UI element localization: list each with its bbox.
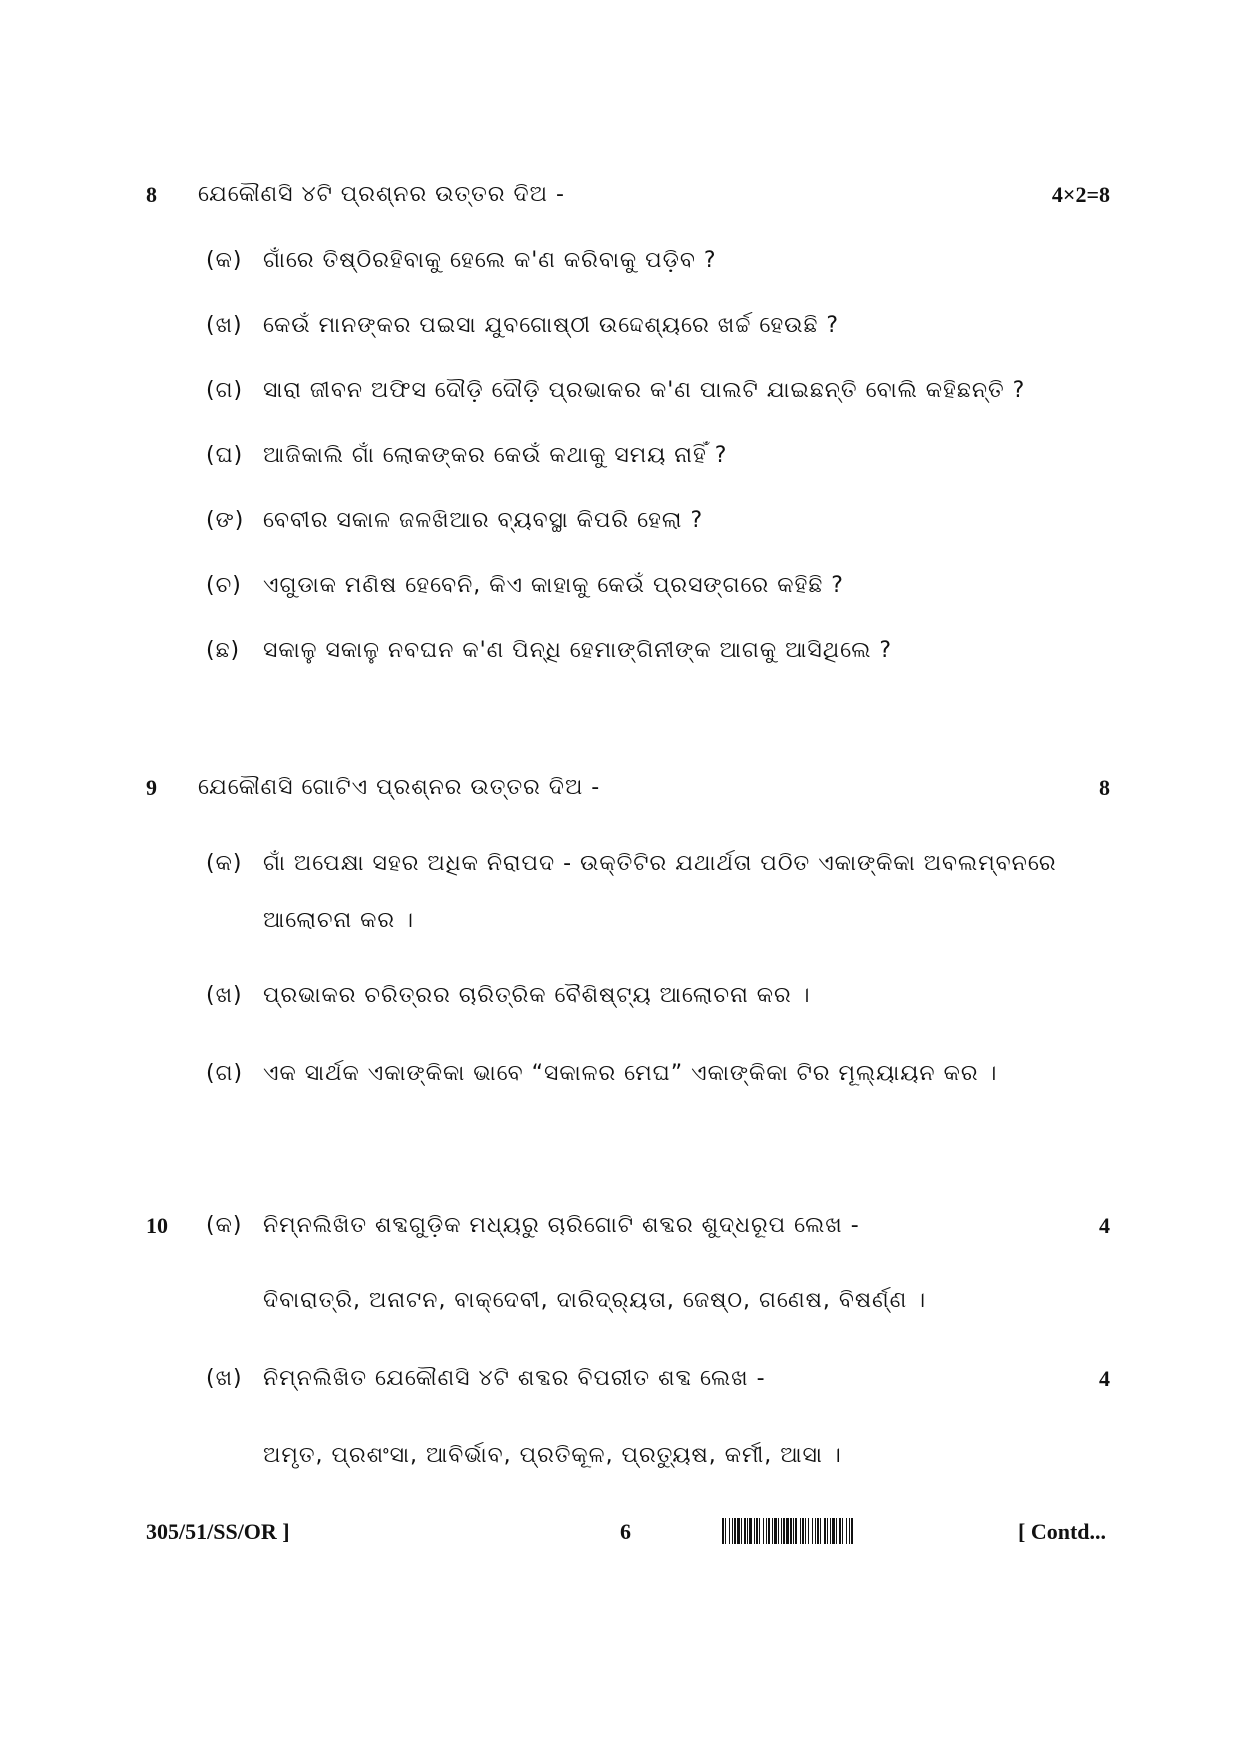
question-instruction: ଯେକୌଣସି ଗୋଟିଏ ପ୍ରଶ୍ନର ଉତ୍ତର ଦିଅ -	[198, 775, 601, 800]
option-label: (କ)	[206, 248, 243, 273]
option-text: ସାରା ଜୀବନ ଅଫିସ ଦୌଡ଼ି ଦୌଡ଼ି ପ୍ରଭାକର କ'ଣ ପାଲଟି ଯାଇଛନ୍ତି ବୋଲି କହିଛନ୍ତି ?	[263, 378, 1026, 403]
question-marks: 4×2=8	[1051, 182, 1110, 207]
part-label: (କ)	[206, 1213, 243, 1238]
option-text-continued: ଆଲୋଚନା କର ।	[263, 908, 415, 933]
word-list: ଅମୃତ, ପ୍ରଶଂସା, ଆବିର୍ଭାବ, ପ୍ରତିକୂଳ, ପ୍ରତ୍ୟୁଷ, କର୍ମୀ, ଆସା ।	[263, 1443, 842, 1468]
option-text: ଗାଁ ଅପେକ୍ଷା ସହର ଅଧିକ ନିରାପଦ - ଉକ୍ତିଟିର ଯଥାର୍ଥତା ପଠିତ ଏକାଙ୍କିକା ଅବଲମ୍ବନରେ	[263, 851, 1057, 876]
option-label: (ଗ)	[206, 378, 244, 403]
part-instruction: ନିମ୍ନଲିଖିତ ଶବ୍ଦଗୁଡ଼ିକ ମଧ୍ୟରୁ ଚାରିଗୋଟି ଶବ୍ଦର ଶୁଦ୍ଧରୂପ ଲେଖ -	[263, 1213, 860, 1238]
part-marks: 4	[1099, 1213, 1110, 1238]
question-number: 10	[146, 1213, 168, 1238]
option-label: (କ)	[206, 851, 243, 876]
paper-code: 305/51/SS/OR ]	[146, 1519, 290, 1544]
option-label: (ଙ)	[206, 508, 245, 533]
option-label: (ଚ)	[206, 573, 242, 598]
option-label: (ଘ)	[206, 443, 244, 468]
question-number: 9	[146, 775, 157, 800]
part-instruction: ନିମ୍ନଲିଖିତ ଯେକୌଣସି ୪ଟି ଶବ୍ଦର ବିପରୀତ ଶବ୍ଦ ଲେଖ -	[263, 1366, 766, 1391]
option-text: ଏକ ସାର୍ଥକ ଏକାଙ୍କିକା ଭାବେ “ସକାଳର ମେଘ” ଏକାଙ୍କିକା ଟିର ମୂଲ୍ୟାୟନ କର ।	[263, 1061, 998, 1086]
part-marks: 4	[1099, 1366, 1110, 1391]
option-label: (ଛ)	[206, 638, 241, 663]
option-text: ପ୍ରଭାକର ଚରିତ୍ରର ଚାରିତ୍ରିକ ବୈଶିଷ୍ଟ୍ୟ ଆଲୋଚନା କର ।	[263, 983, 811, 1008]
word-list: ଦିବାରାତ୍ରି, ଅନାଟନ, ବାକ୍‌ଦେବୀ, ଦାରିଦ୍ର୍ୟତା, ଜେଷ୍ଠ, ଗଣେଷ, ବିଷର୍ଣ୍ଣ ।	[263, 1288, 927, 1313]
question-marks: 8	[1099, 775, 1110, 800]
option-label: (ଗ)	[206, 1061, 244, 1086]
option-text: କେଉଁ ମାନଙ୍କର ପଇସା ଯୁବଗୋଷ୍ଠୀ ଉଦ୍ଦେଶ୍ୟରେ ଖର୍ଚ୍ଚ ହେଉଛି ?	[263, 313, 840, 338]
option-label: (ଖ)	[206, 313, 243, 338]
option-text: ଏଗୁଡାକ ମଣିଷ ହେବେନି, କିଏ କାହାକୁ କେଉଁ ପ୍ରସଙ୍ଗରେ କହିଛି ?	[263, 573, 844, 598]
question-number: 8	[146, 182, 157, 207]
option-text: ସକାଳୁ ସକାଳୁ ନବଘନ କ'ଣ ପିନ୍ଧି ହେମାଙ୍ଗିନୀଙ୍କ ଆଗକୁ ଆସିଥିଲେ ?	[263, 638, 893, 663]
page-number: 6	[620, 1519, 631, 1544]
barcode-bar	[853, 1518, 854, 1544]
part-label: (ଖ)	[206, 1366, 243, 1391]
option-text: ଆଜିକାଲି ଗାଁ ଲୋକଙ୍କର କେଉଁ କଥାକୁ ସମୟ ନାହିଁ ?	[263, 443, 728, 468]
contd-label: [ Contd...	[1018, 1519, 1107, 1544]
question-instruction: ଯେକୌଣସି ୪ଟି ପ୍ରଶ୍ନର ଉତ୍ତର ଦିଅ -	[198, 182, 565, 207]
option-text: ବେବୀର ସକାଳ ଜଳଖିଆର ବ୍ୟବସ୍ଥା କିପରି ହେଲା ?	[263, 508, 704, 533]
option-text: ଗାଁରେ ତିଷ୍ଠିରହିବାକୁ ହେଲେ କ'ଣ କରିବାକୁ ପଡ଼ିବ ?	[263, 248, 717, 273]
option-label: (ଖ)	[206, 983, 243, 1008]
barcode	[722, 1518, 992, 1544]
